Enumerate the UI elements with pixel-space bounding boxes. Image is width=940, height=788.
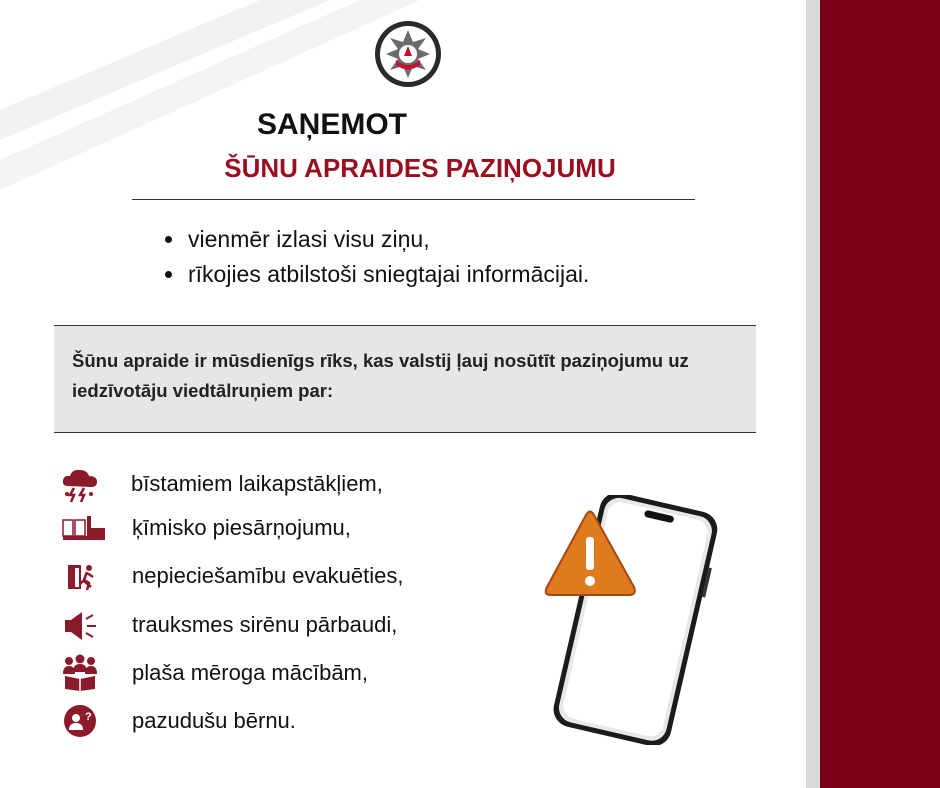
advice-list: [163, 222, 589, 292]
group-training-icon: [60, 652, 100, 692]
item-label: pazudušu bērnu.: [132, 708, 296, 733]
smartphone-warning-illustration: [520, 495, 730, 745]
info-text: Šūnu apraide ir mūsdienīgs rīks, kas valstij ļauj nosūtīt paziņojumu uz iedzīvotāju viedtālruņiem par:: [72, 350, 689, 401]
item-label: bīstamiem laikapstākļiem,: [131, 471, 383, 496]
missing-person-icon: [60, 702, 100, 742]
info-box: [54, 325, 756, 433]
storm-cloud-icon: [60, 464, 100, 504]
factory-icon: [60, 510, 108, 550]
advice-item: vienmēr izlasi visu ziņu,: [163, 222, 589, 257]
advice-item: rīkojies atbilstoši sniegtajai informācijai.: [163, 257, 589, 292]
page-subtitle: ŠŪNU APRAIDES PAZIŅOJUMU: [224, 153, 616, 183]
title-divider: [132, 199, 695, 200]
item-label: nepieciešamību evakuēties,: [132, 563, 404, 588]
item-label: ķīmisko piesārņojumu,: [132, 515, 351, 540]
siren-speaker-icon: [60, 606, 100, 646]
svg-text:?: ?: [85, 711, 92, 723]
fire-rescue-emblem-icon: [374, 20, 442, 88]
page-title: SAŅEMOT: [257, 108, 407, 141]
evacuation-exit-icon: [60, 558, 100, 598]
side-band: [820, 0, 940, 788]
item-label: plaša mēroga mācībām,: [132, 660, 368, 685]
side-gray-strip: [806, 0, 820, 788]
item-label: trauksmes sirēnu pārbaudi,: [132, 612, 398, 637]
